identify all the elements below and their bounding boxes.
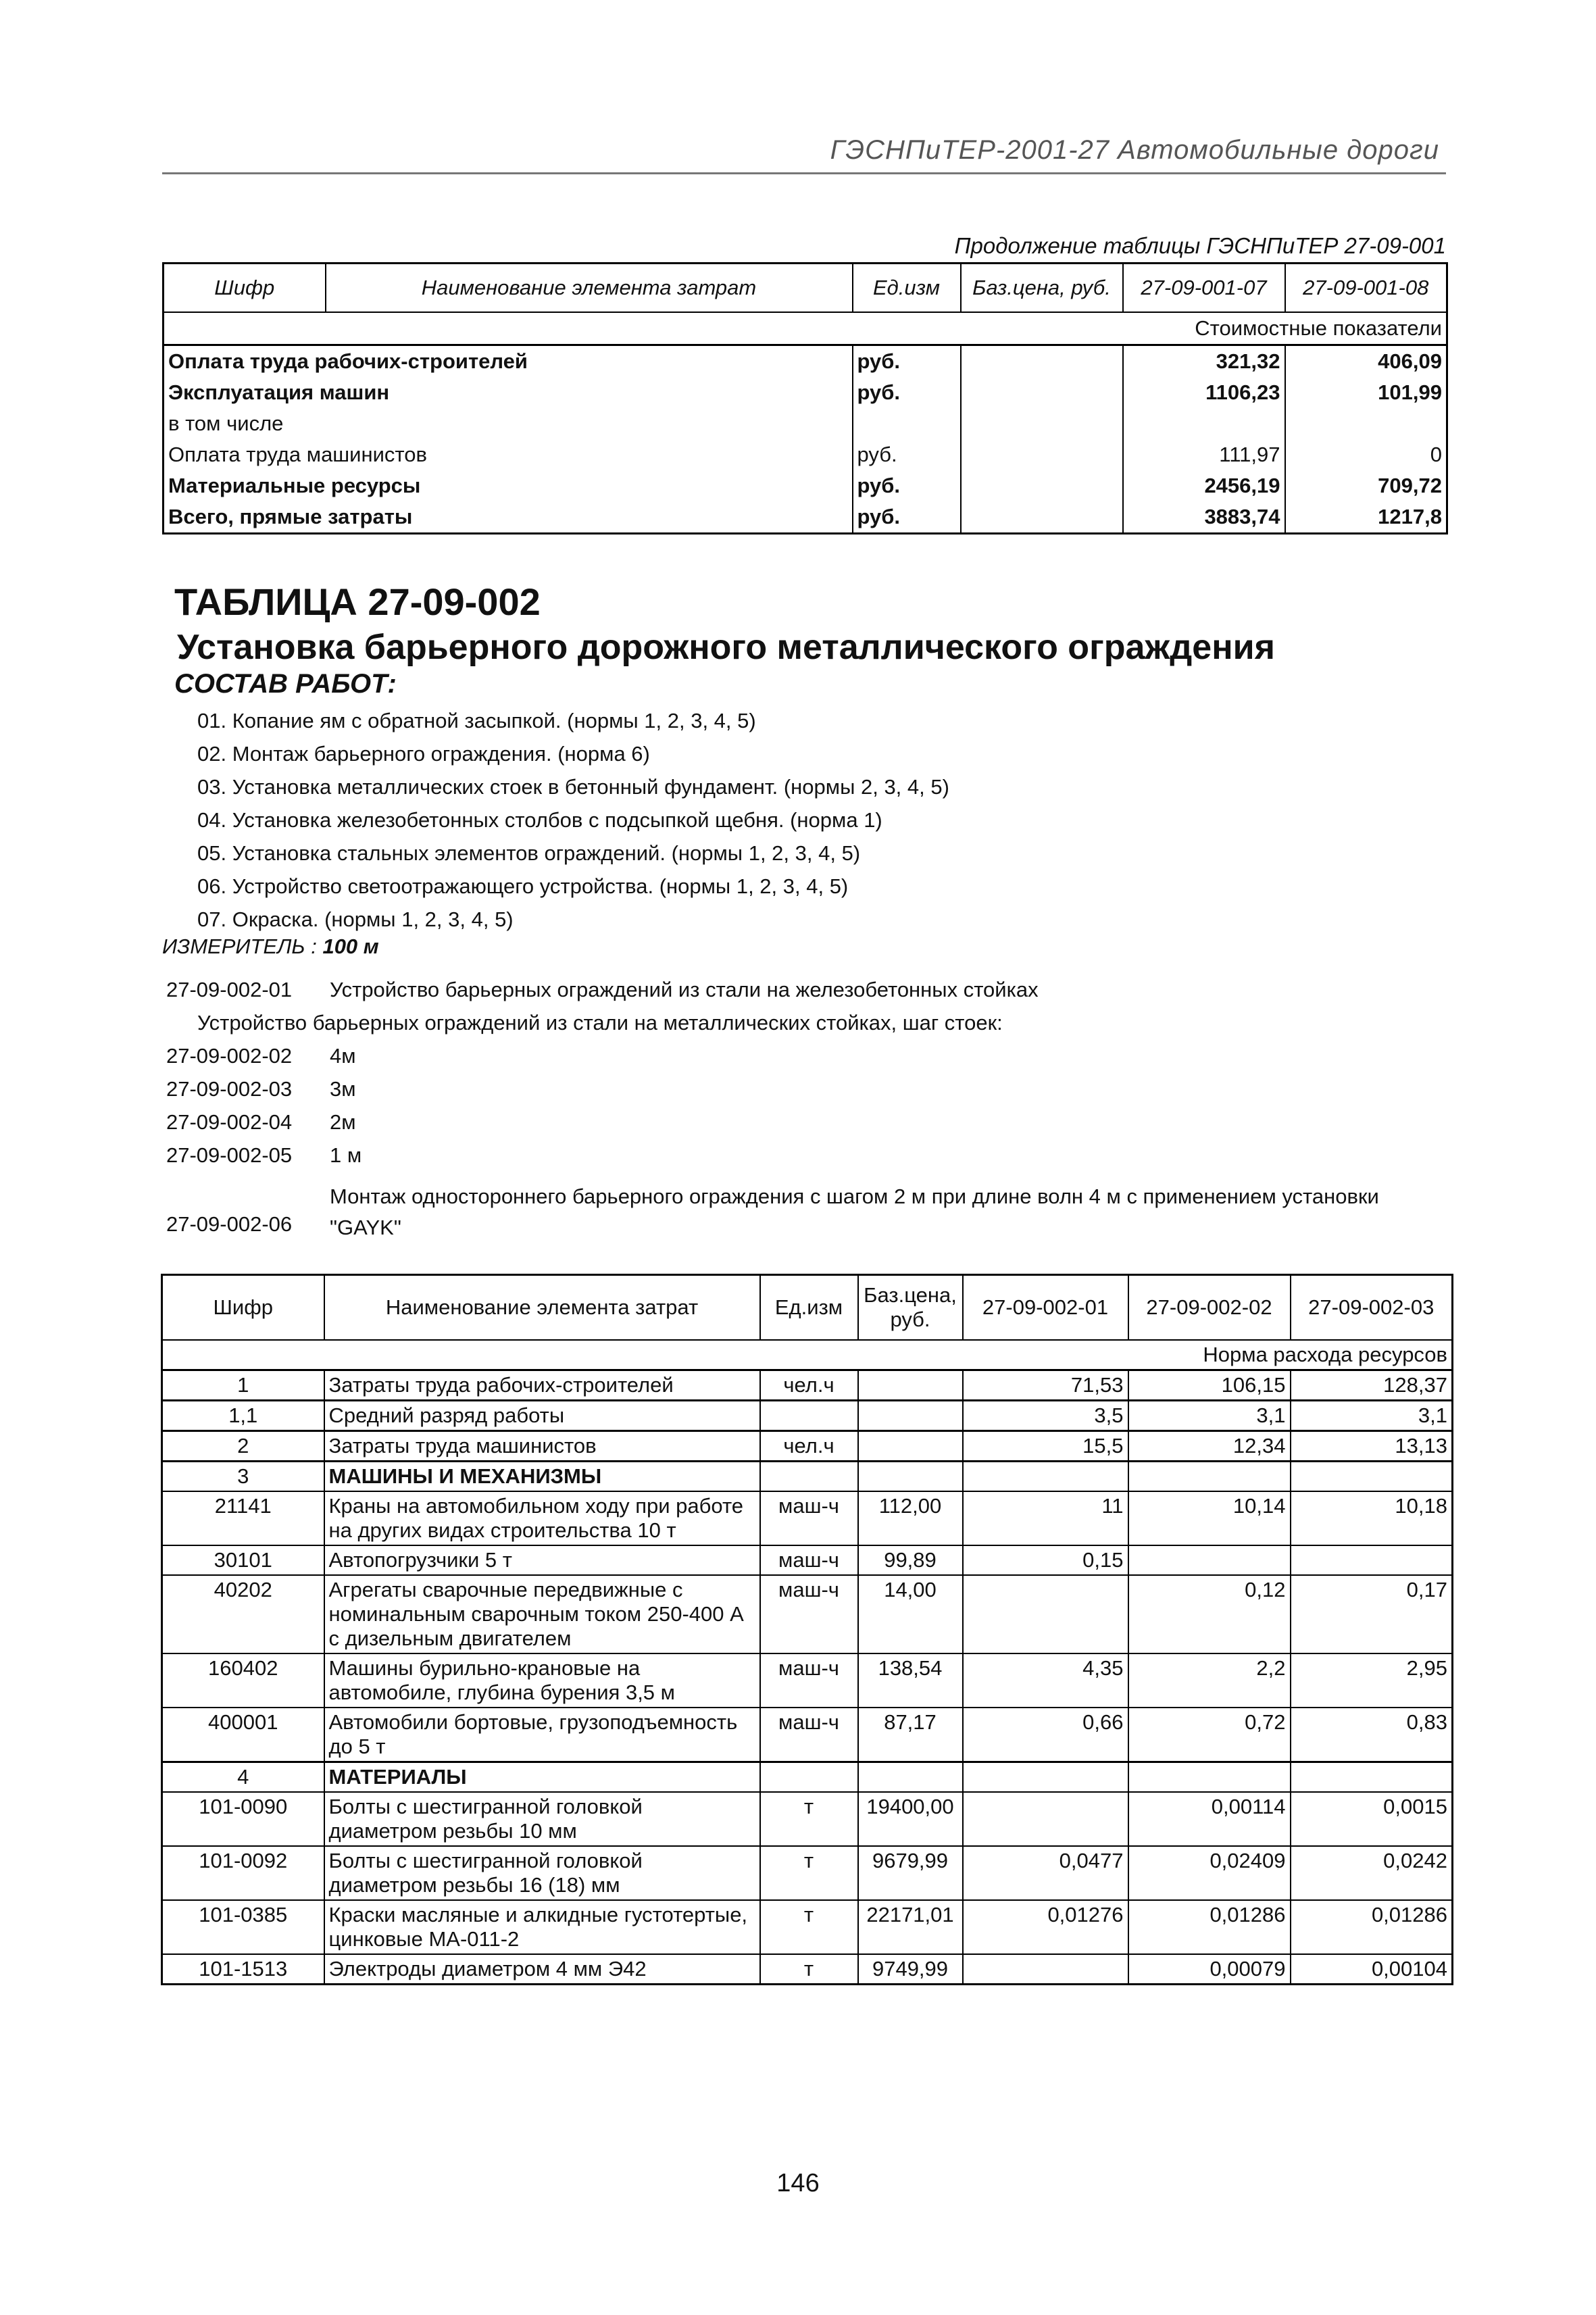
- table-row: [162, 1370, 1453, 1401]
- measure-label: ИЗМЕРИТЕЛЬ :: [162, 935, 317, 958]
- row-value: 0,01286: [1128, 1900, 1291, 1954]
- row-value: 0: [1285, 439, 1447, 470]
- table-row: [162, 1846, 1453, 1900]
- row-value: [1291, 1762, 1453, 1793]
- row-price: 112,00: [858, 1491, 963, 1545]
- row-unit: [760, 1401, 858, 1431]
- row-code: 101-0092: [162, 1846, 324, 1900]
- operation-item: 03. Установка металлических стоек в бетонный фундамент. (нормы 2, 3, 4, 5): [197, 775, 949, 799]
- row-price: [961, 470, 1123, 501]
- row-value: 71,53: [963, 1370, 1128, 1401]
- row-price: [858, 1370, 963, 1401]
- row-unit: т: [760, 1954, 858, 1985]
- cost-table: [162, 262, 1446, 534]
- section-title: Установка барьерного дорожного металлического ограждения: [177, 628, 1275, 667]
- table-row: [164, 470, 1447, 501]
- row-value: [1285, 408, 1447, 439]
- row-value: [963, 1792, 1128, 1846]
- row-name: Машины бурильно-крановые на автомобиле, глубина бурения 3,5 м: [324, 1653, 760, 1708]
- row-value: 15,5: [963, 1431, 1128, 1462]
- row-name: Краски масляные и алкидные густотертые, цинковые МА-011-2: [324, 1900, 760, 1954]
- row-name: Всего, прямые затраты: [164, 501, 853, 534]
- row-value: 2,95: [1291, 1653, 1453, 1708]
- row-code: 30101: [162, 1545, 324, 1575]
- header-cell: 27-09-001-07: [1123, 264, 1285, 313]
- header-cell: Шифр: [164, 264, 326, 313]
- row-unit: руб.: [853, 377, 961, 408]
- row-price: 19400,00: [858, 1792, 963, 1846]
- row-value: 0,17: [1291, 1575, 1453, 1653]
- row-name: Болты с шестигранной головкой диаметром резьбы 16 (18) мм: [324, 1846, 760, 1900]
- table-row: [162, 1401, 1453, 1431]
- row-price: [961, 346, 1123, 377]
- row-name: Краны на автомобильном ходу при работе на других видах строительства 10 т: [324, 1491, 760, 1545]
- table-row: [164, 377, 1447, 408]
- row-code: 1: [162, 1370, 324, 1401]
- row-price: [961, 501, 1123, 534]
- row-unit: т: [760, 1792, 858, 1846]
- work-composition-heading: СОСТАВ РАБОТ:: [174, 669, 397, 699]
- header-cell: 27-09-002-03: [1291, 1275, 1453, 1341]
- header-cell: Шифр: [162, 1275, 324, 1341]
- row-unit: чел.ч: [760, 1431, 858, 1462]
- row-value: 12,34: [1128, 1431, 1291, 1462]
- row-code: 21141: [162, 1491, 324, 1545]
- row-value: 2,2: [1128, 1653, 1291, 1708]
- table-row: [162, 1792, 1453, 1846]
- header-cell: Ед.изм: [760, 1275, 858, 1341]
- norm-text: 2м: [330, 1110, 356, 1134]
- row-value: 0,83: [1291, 1708, 1453, 1762]
- row-name: МАТЕРИАЛЫ: [324, 1762, 760, 1793]
- norm-text: 3м: [330, 1077, 356, 1101]
- resource-table: [161, 1274, 1451, 1985]
- table-row: [164, 408, 1447, 439]
- row-value: [1291, 1545, 1453, 1575]
- header-cell: 27-09-002-01: [963, 1275, 1128, 1341]
- cost-table-subheader: [164, 312, 1447, 345]
- row-unit: маш-ч: [760, 1545, 858, 1575]
- row-price: [858, 1431, 963, 1462]
- row-value: 0,01286: [1291, 1900, 1453, 1954]
- row-code: 3: [162, 1462, 324, 1492]
- row-name: Материальные ресурсы: [164, 470, 853, 501]
- row-code: 160402: [162, 1653, 324, 1708]
- header-cell: Ед.изм: [853, 264, 961, 313]
- header-cell: Наименование элемента затрат: [326, 264, 853, 313]
- norm-code: 27-09-002-01: [166, 978, 293, 1001]
- row-value: 128,37: [1291, 1370, 1453, 1401]
- row-value: 1217,8: [1285, 501, 1447, 534]
- row-price: [858, 1401, 963, 1431]
- row-unit: руб.: [853, 439, 961, 470]
- table-row: [164, 501, 1447, 534]
- row-value: [1128, 1762, 1291, 1793]
- row-value: 106,15: [1128, 1370, 1291, 1401]
- metal-posts-intro: Устройство барьерных ограждений из стали на металлических стойках, шаг стоек:: [197, 1011, 1003, 1035]
- row-unit: маш-ч: [760, 1653, 858, 1708]
- table-row: [162, 1900, 1453, 1954]
- row-value: [1123, 408, 1285, 439]
- row-price: 99,89: [858, 1545, 963, 1575]
- norm-code: 27-09-002-06: [166, 1212, 293, 1236]
- row-value: 3,1: [1291, 1401, 1453, 1431]
- operation-item: 06. Устройство светоотражающего устройства. (нормы 1, 2, 3, 4, 5): [197, 874, 849, 898]
- table-row: [162, 1762, 1453, 1793]
- subheader-cell: Стоимостные показатели: [164, 312, 1447, 345]
- row-code: 2: [162, 1431, 324, 1462]
- table-row: [164, 439, 1447, 470]
- row-value: 0,00104: [1291, 1954, 1453, 1985]
- running-header: ГЭСНПиТЕР-2001-27 Автомобильные дороги: [830, 135, 1439, 165]
- row-value: 0,72: [1128, 1708, 1291, 1762]
- continuation-caption: Продолжение таблицы ГЭСНПиТЕР 27-09-001: [954, 233, 1446, 258]
- table-row: [162, 1491, 1453, 1545]
- table-row: [162, 1462, 1453, 1492]
- row-value: 0,15: [963, 1545, 1128, 1575]
- row-price: 22171,01: [858, 1900, 963, 1954]
- header-cell: 27-09-001-08: [1285, 264, 1447, 313]
- operation-item: 05. Установка стальных элементов ограждений. (нормы 1, 2, 3, 4, 5): [197, 841, 861, 865]
- row-price: 9749,99: [858, 1954, 963, 1985]
- row-price: [858, 1462, 963, 1492]
- operation-item: 04. Установка железобетонных столбов с подсыпкой щебня. (норма 1): [197, 808, 882, 832]
- row-code: 400001: [162, 1708, 324, 1762]
- row-value: 0,0477: [963, 1846, 1128, 1900]
- row-value: 0,01276: [963, 1900, 1128, 1954]
- norm-code: 27-09-002-03: [166, 1077, 293, 1101]
- row-name: Средний разряд работы: [324, 1401, 760, 1431]
- header-rule: [162, 172, 1446, 174]
- operation-item: 02. Монтаж барьерного ограждения. (норма 6): [197, 742, 650, 766]
- row-unit: руб.: [853, 501, 961, 534]
- measure-line: [162, 935, 379, 959]
- operation-item: 01. Копание ям с обратной засыпкой. (нормы 1, 2, 3, 4, 5): [197, 709, 756, 732]
- row-name: в том числе: [164, 408, 853, 439]
- norm-text: 1 м: [330, 1143, 362, 1167]
- row-price: [858, 1762, 963, 1793]
- header-cell: 27-09-002-02: [1128, 1275, 1291, 1341]
- row-price: 14,00: [858, 1575, 963, 1653]
- row-unit: руб.: [853, 470, 961, 501]
- row-value: 321,32: [1123, 346, 1285, 377]
- row-value: 13,13: [1291, 1431, 1453, 1462]
- row-unit: [760, 1462, 858, 1492]
- norm-text: Устройство барьерных ограждений из стали на железобетонных стойках: [330, 978, 1039, 1001]
- row-name: Автомобили бортовые, грузоподъемность до 5 т: [324, 1708, 760, 1762]
- row-code: 101-0090: [162, 1792, 324, 1846]
- table-row: [162, 1545, 1453, 1575]
- row-value: 0,66: [963, 1708, 1128, 1762]
- row-name: Затраты труда рабочих-строителей: [324, 1370, 760, 1401]
- row-value: 0,12: [1128, 1575, 1291, 1653]
- row-value: 0,0015: [1291, 1792, 1453, 1846]
- row-name: Оплата труда рабочих-строителей: [164, 346, 853, 377]
- measure-value: 100 м: [322, 935, 379, 958]
- norm-codes: [166, 973, 1450, 1172]
- row-unit: чел.ч: [760, 1370, 858, 1401]
- row-value: 3,5: [963, 1401, 1128, 1431]
- table-row: [162, 1575, 1453, 1653]
- table-row: [162, 1431, 1453, 1462]
- resource-table-subheader: [162, 1340, 1453, 1370]
- row-value: [1291, 1462, 1453, 1492]
- row-value: 3,1: [1128, 1401, 1291, 1431]
- norm-text: 4м: [330, 1044, 356, 1068]
- norm-code: 27-09-002-05: [166, 1143, 293, 1167]
- row-value: 0,0242: [1291, 1846, 1453, 1900]
- row-value: 11: [963, 1491, 1128, 1545]
- operation-item: 07. Окраска. (нормы 1, 2, 3, 4, 5): [197, 907, 514, 931]
- row-unit: [760, 1762, 858, 1793]
- row-value: 0,02409: [1128, 1846, 1291, 1900]
- row-name: МАШИНЫ И МЕХАНИЗМЫ: [324, 1462, 760, 1492]
- row-code: 101-0385: [162, 1900, 324, 1954]
- table-number-title: ТАБЛИЦА 27-09-002: [174, 580, 541, 623]
- cost-table-header: [164, 264, 1447, 313]
- resource-table-header: [162, 1275, 1453, 1341]
- row-value: [963, 1462, 1128, 1492]
- row-value: [1128, 1462, 1291, 1492]
- row-value: 4,35: [963, 1653, 1128, 1708]
- row-unit: т: [760, 1846, 858, 1900]
- row-value: 0,00114: [1128, 1792, 1291, 1846]
- row-value: 101,99: [1285, 377, 1447, 408]
- table-row: [162, 1954, 1453, 1985]
- row-value: 406,09: [1285, 346, 1447, 377]
- norm-text: Монтаж одностороннего барьерного ограждения с шагом 2 м при длине волн 4 м с применением установки "GAYK": [330, 1185, 1379, 1239]
- header-cell: Баз.цена, руб.: [961, 264, 1123, 313]
- row-value: [963, 1575, 1128, 1653]
- row-value: 111,97: [1123, 439, 1285, 470]
- row-unit: руб.: [853, 346, 961, 377]
- subheader-cell: Норма расхода ресурсов: [162, 1340, 1453, 1370]
- table-row: [164, 346, 1447, 377]
- row-code: 40202: [162, 1575, 324, 1653]
- row-value: [963, 1762, 1128, 1793]
- row-value: [963, 1954, 1128, 1985]
- row-unit: маш-ч: [760, 1491, 858, 1545]
- row-price: 87,17: [858, 1708, 963, 1762]
- row-price: [961, 377, 1123, 408]
- row-name: Болты с шестигранной головкой диаметром резьбы 10 мм: [324, 1792, 760, 1846]
- row-name: Эксплуатация машин: [164, 377, 853, 408]
- row-name: Оплата труда машинистов: [164, 439, 853, 470]
- row-value: 10,18: [1291, 1491, 1453, 1545]
- row-price: 138,54: [858, 1653, 963, 1708]
- row-value: 709,72: [1285, 470, 1447, 501]
- row-value: 1106,23: [1123, 377, 1285, 408]
- norm-code: 27-09-002-04: [166, 1110, 293, 1134]
- operations-list: [197, 704, 949, 936]
- row-value: 10,14: [1128, 1491, 1291, 1545]
- row-code: 1,1: [162, 1401, 324, 1431]
- row-value: [1128, 1545, 1291, 1575]
- row-value: 3883,74: [1123, 501, 1285, 534]
- page-number: 146: [776, 2169, 820, 2197]
- row-name: Электроды диаметром 4 мм Э42: [324, 1954, 760, 1985]
- row-unit: [853, 408, 961, 439]
- row-price: [961, 408, 1123, 439]
- row-value: 0,00079: [1128, 1954, 1291, 1985]
- row-price: [961, 439, 1123, 470]
- table-row: [162, 1708, 1453, 1762]
- row-name: Автопогрузчики 5 т: [324, 1545, 760, 1575]
- row-value: 2456,19: [1123, 470, 1285, 501]
- row-unit: маш-ч: [760, 1575, 858, 1653]
- row-name: Затраты труда машинистов: [324, 1431, 760, 1462]
- row-unit: т: [760, 1900, 858, 1954]
- row-unit: маш-ч: [760, 1708, 858, 1762]
- header-cell: Баз.цена, руб.: [858, 1275, 963, 1341]
- header-cell: Наименование элемента затрат: [324, 1275, 760, 1341]
- row-code: 101-1513: [162, 1954, 324, 1985]
- table-row: [162, 1653, 1453, 1708]
- row-price: 9679,99: [858, 1846, 963, 1900]
- norm-code: 27-09-002-02: [166, 1044, 293, 1068]
- row-name: Агрегаты сварочные передвижные с номинальным сварочным током 250-400 А с дизельным двигателем: [324, 1575, 760, 1653]
- row-code: 4: [162, 1762, 324, 1793]
